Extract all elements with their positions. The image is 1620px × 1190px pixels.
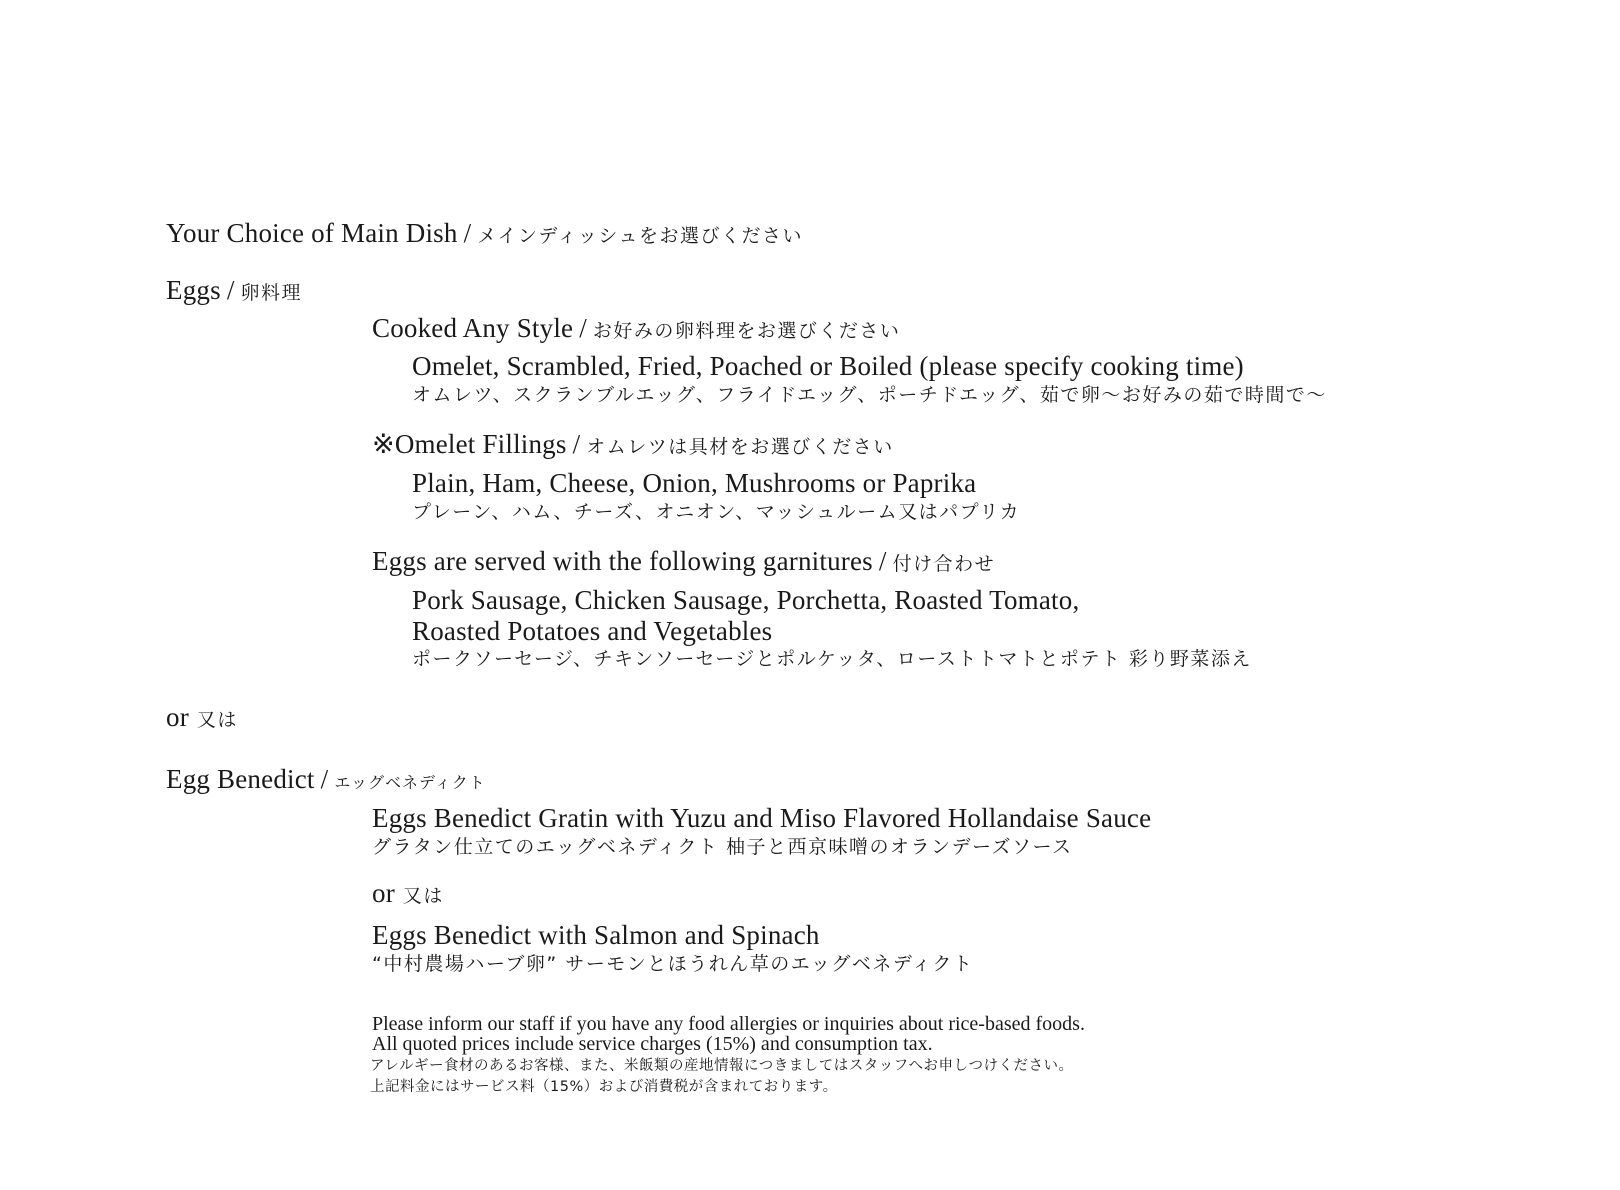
benedict-title-jp: エッグベネディクト (334, 773, 486, 792)
cooked-heading-en: Cooked Any Style (372, 313, 574, 343)
or-main-en: or (166, 702, 189, 732)
benedict-title-en: Egg Benedict (166, 764, 315, 794)
garnitures-heading-jp: 付け合わせ (892, 553, 996, 575)
cooked-options-en: Omelet, Scrambled, Fried, Poached or Boiled (please specify cooking time) (412, 351, 1244, 381)
menu-header-separator: / (463, 218, 472, 248)
cooked-options-jp: オムレツ、スクランブルエッグ、フライドエッグ、ポーチドエッグ、茹で卵〜お好みの茹で時間で〜 (412, 384, 1327, 406)
garnitures-options-en-2: Roasted Potatoes and Vegetables (412, 616, 773, 646)
fillings-options-jp: プレーン、ハム、チーズ、オニオン、マッシュルーム又はパプリカ (412, 501, 1021, 523)
fillings-heading-en: ※Omelet Fillings (372, 429, 567, 459)
or-divider-benedict (372, 880, 444, 907)
cooked-any-style-heading (372, 315, 900, 342)
menu-header-en: Your Choice of Main Dish (166, 218, 458, 248)
fillings-heading-separator: / (572, 429, 581, 459)
or-divider-main (166, 704, 238, 731)
benedict-item2-jp: “中村農場ハーブ卵” サーモンとほうれん草のエッグベネディクト (372, 953, 974, 975)
service-charge-note-jp: 上記料金にはサービス料（15%）および消費税が含まれております。 (370, 1079, 838, 1095)
menu-header (166, 220, 803, 247)
eggs-title-separator: / (226, 275, 235, 305)
menu-header-jp: メインディッシュをお選びください (477, 225, 803, 247)
or-main-jp: 又は (196, 709, 238, 731)
eggs-title-en: Eggs (166, 275, 221, 305)
omelet-fillings-heading (372, 431, 894, 458)
garnitures-options-jp: ポークソーセージ、チキンソーセージとポルケッタ、ローストトマトとポテト 彩り野菜添え (412, 648, 1252, 670)
benedict-item1-en: Eggs Benedict Gratin with Yuzu and Miso Flavored Hollandaise Sauce (372, 803, 1152, 833)
garnitures-heading-en: Eggs are served with the following garnitures (372, 546, 873, 576)
fillings-heading-jp: オムレツは具材をお選びください (586, 436, 894, 458)
allergy-note-en: Please inform our staff if you have any food allergies or inquiries about rice-based foods. (372, 1013, 1085, 1035)
cooked-heading-jp: お好みの卵料理をお選びください (592, 320, 901, 342)
or-benedict-jp: 又は (402, 885, 444, 907)
benedict-title-separator: / (320, 764, 329, 794)
fillings-options-en: Plain, Ham, Cheese, Onion, Mushrooms or Paprika (412, 468, 977, 498)
benedict-section-title (166, 766, 486, 793)
or-benedict-en: or (372, 878, 395, 908)
eggs-title-jp: 卵料理 (240, 282, 303, 304)
service-charge-note-en: All quoted prices include service charges (15%) and consumption tax. (372, 1033, 933, 1055)
benedict-item1-jp: グラタン仕立てのエッグベネディクト 柚子と西京味噌のオランデーズソース (372, 836, 1073, 858)
eggs-section-title (166, 277, 302, 304)
garnitures-options-en-1: Pork Sausage, Chicken Sausage, Porchetta, Roasted Tomato, (412, 585, 1080, 615)
benedict-item2-en: Eggs Benedict with Salmon and Spinach (372, 920, 820, 950)
garnitures-heading (372, 548, 995, 575)
cooked-heading-separator: / (579, 313, 587, 343)
allergy-note-jp: アレルギー食材のあるお客様、また、米飯類の産地情報につきましてはスタッフへお申しつけください。 (370, 1058, 1074, 1074)
garnitures-heading-separator: / (878, 546, 887, 576)
